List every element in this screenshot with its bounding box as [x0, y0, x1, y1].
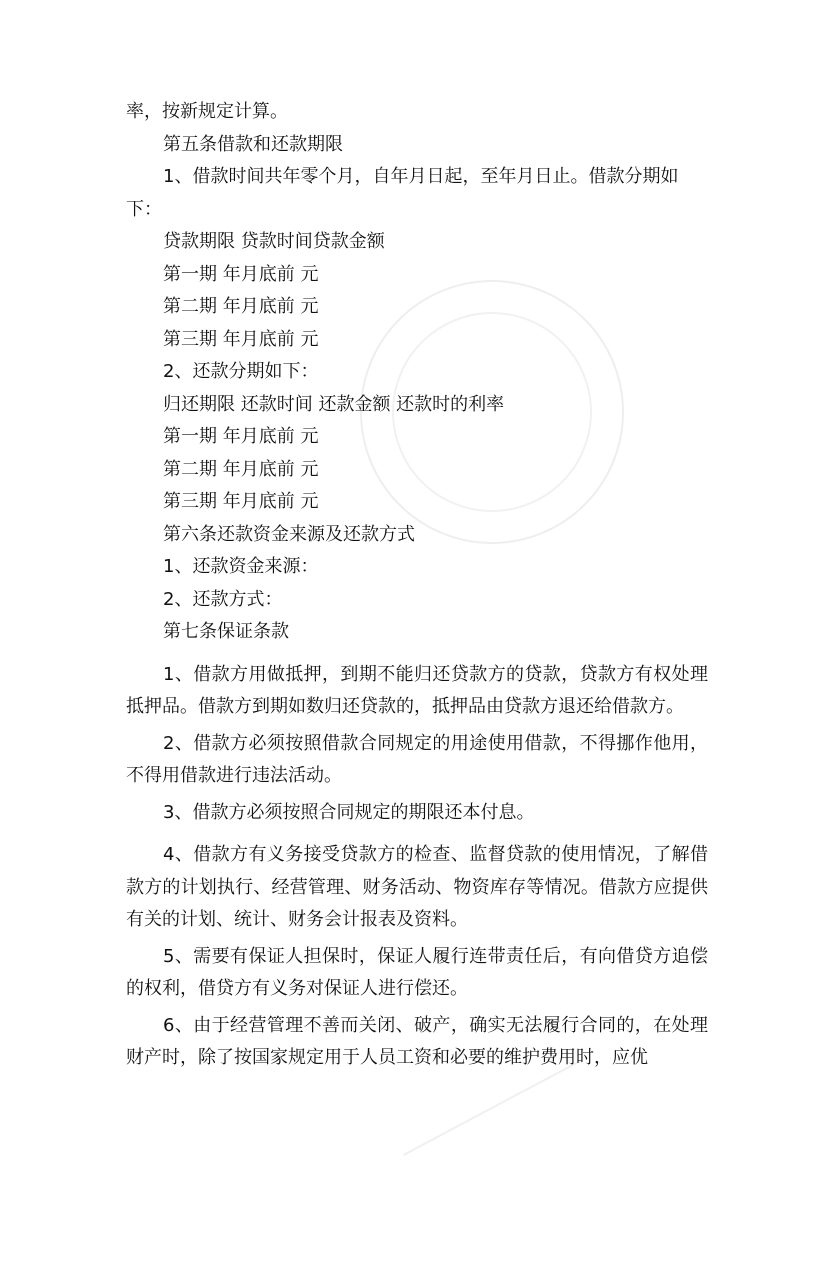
clause-paragraph: 5、需要有保证人担保时，保证人履行连带责任后，有向借贷方追偿的权利，借贷方有义务对保证人进行偿还。 — [126, 945, 708, 999]
text-line: 1、还款资金来源： — [163, 556, 319, 577]
clause-paragraph: 1、借款方用做抵押，到期不能归还贷款方的贷款，贷款方有权处理抵押品。借款方到期如数归还贷款的，抵押品由贷款方退还给借款方。 — [126, 663, 708, 717]
schedule-row: 第二期 年月底前 元 — [163, 296, 319, 317]
text-line: 2、还款方式： — [163, 588, 283, 610]
schedule-header: 贷款期限 贷款时间贷款金额 — [163, 231, 385, 252]
schedule-row: 第二期 年月底前 元 — [163, 458, 319, 480]
clause-paragraph: 3、借款方必须按照合同规定的期限还本付息。 — [163, 801, 535, 823]
article-heading: 第七条保证条款 — [163, 621, 289, 642]
schedule-row: 第三期 年月底前 元 — [163, 491, 319, 512]
clause-paragraph: 6、由于经营管理不善而关闭、破产，确实无法履行合同的，在处理财产时，除了按国家规定用于人员工资和必要的维护费用时，应优 — [126, 1014, 708, 1068]
clause-paragraph: 4、借款方有义务接受贷款方的检查、监督贷款的使用情况，了解借款方的计划执行、经营管理、财务活动、物资库存等情况。借款方应提供有关的计划、统计、财务会计报表及资料。 — [126, 844, 708, 930]
clause-paragraph: 2、借款方必须按照借款合同规定的用途使用借款，不得挪作他用，不得用借款进行违法活动。 — [126, 732, 708, 786]
text-line: 下： — [126, 198, 162, 220]
text-line: 率，按新规定计算。 — [126, 101, 288, 122]
schedule-row: 第一期 年月底前 元 — [163, 426, 319, 447]
schedule-row: 第一期 年月底前 元 — [163, 263, 319, 285]
watermark-bottom-mark — [403, 1060, 637, 1262]
article-heading: 第五条借款和还款期限 — [163, 133, 343, 155]
schedule-row: 第三期 年月底前 元 — [163, 328, 319, 350]
article-heading: 第六条还款资金来源及还款方式 — [163, 523, 415, 545]
text-line: 1、借款时间共年零个月，自年月日起，至年月日止。借款分期如 — [163, 166, 679, 187]
text-line: 2、还款分期如下： — [163, 361, 319, 382]
document-body — [126, 96, 708, 1075]
schedule-header: 归还期限 还款时间 还款金额 还款时的利率 — [163, 393, 505, 415]
